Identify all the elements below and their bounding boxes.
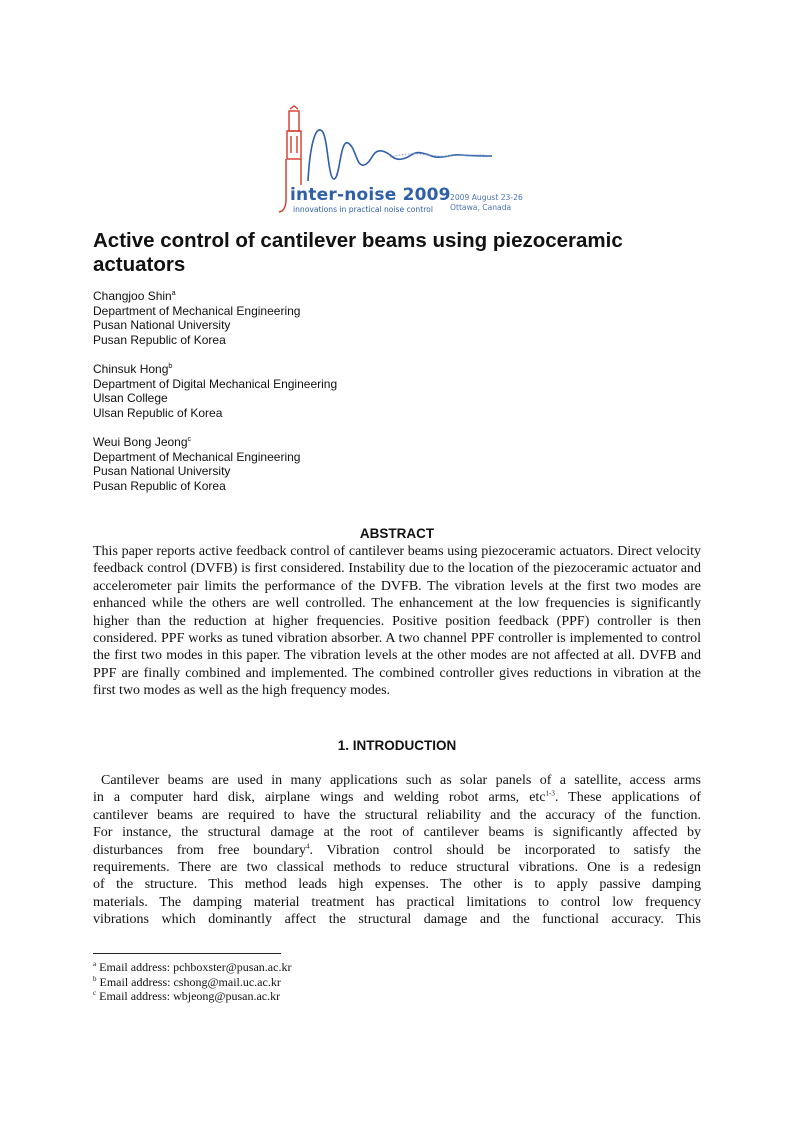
footnote-c: $^c$ Email address: wbjeong@pusan.ac.kr (93, 989, 281, 1003)
intro-line: materials. The damping material treatment has practical limitations to control low frequency (93, 894, 701, 910)
conference-date-place (450, 193, 523, 213)
author-mark: c (187, 436, 192, 443)
author-block-3 (93, 435, 493, 493)
paper-title: Active control of cantilever beams using piezoceramic actuators (93, 229, 623, 276)
abstract-text: This paper reports active feedback control of cantilever beams using piezoceramic actuators. Direct velocity feedback control (DVFB) is first considered. Instability due to the location of the piezoceramic actuator and accelerometer pair limits the performance of the DVFB. The vibration levels at the first two modes are enhanced while the others are well controlled. The enhancement at the low frequencies is significantly higher than the reduction at higher frequencies. Positive position feedback (PPF) controller is then considered. PPF works as tuned vibration absorber. A two channel PPF controller is implemented to control the first two modes in this paper. The vibration levels at the other modes are not affected at all. DVFB and PPF are finally combined and implemented. The combined controller gives reductions in vibration at the first two modes as well as the high frequency modes. (93, 544, 701, 699)
footnote-divider (93, 953, 281, 954)
author-mark: a (171, 290, 176, 297)
author-name: Weui Bong Jeong (93, 435, 188, 449)
author-affiliation: Pusan Republic of Korea (93, 332, 226, 347)
intro-line: vibrations which dominantly affect the structural damage and the functional accuracy. This (93, 912, 701, 928)
author-name: Chinsuk Hong (93, 362, 169, 376)
abstract-heading: ABSTRACT (359, 526, 435, 541)
introduction-text (93, 772, 701, 929)
footnote-a: $^a$ Email address: pchboxster@pusan.ac.kr (93, 960, 292, 974)
author-affiliation: Pusan National University (93, 464, 231, 479)
introduction-heading: 1. INTRODUCTION (337, 738, 457, 753)
author-affiliation: Department of Mechanical Engineering (93, 303, 301, 318)
author-name-line (93, 289, 493, 304)
author-affiliation: Pusan National University (93, 318, 231, 333)
intro-line: in a computer hard disk, airplane wings and welding robot arms, etc$^{1-3}$. These applications of (93, 789, 701, 806)
intro-line: of the structure. This method leads high expenses. The other is to apply passive damping (93, 877, 701, 893)
citation-mark: 4 (306, 841, 310, 850)
conference-logo (270, 103, 530, 215)
author-mark: b (168, 363, 173, 370)
intro-line: For instance, the structural damage at the root of cantilever beams is significantly affected by (93, 825, 701, 841)
footnote-mark: c (93, 989, 97, 997)
conference-tagline: innovations in practical noise control (293, 205, 433, 214)
author-affiliation: Department of Mechanical Engineering (93, 449, 301, 464)
intro-line: Cantilever beams are used in many applications such as solar panels of a satellite, access arms (101, 773, 701, 788)
author-block-2 (93, 362, 493, 420)
author-block-1 (93, 289, 493, 347)
author-affiliation: Ulsan College (93, 391, 168, 406)
footnote-b: $^b$ Email address: cshong@mail.uc.ac.kr (93, 974, 281, 989)
author-affiliation: Pusan Republic of Korea (93, 478, 226, 493)
footnote-mark: a (93, 960, 97, 968)
footnote-mark: b (93, 974, 97, 983)
author-affiliation: Department of Digital Mechanical Engineering (93, 376, 338, 391)
conference-date: 2009 August 23-26 (450, 193, 523, 202)
intro-line: cantilever beams are required to have the structural reliability and the accuracy of the function. (93, 807, 701, 823)
citation-mark: 1-3 (545, 789, 555, 798)
author-name-line (93, 435, 493, 450)
author-affiliation: Ulsan Republic of Korea (93, 405, 223, 420)
intro-line: requirements. There are two classical methods to reduce structural vibrations. One is a redesign (93, 860, 701, 876)
author-name-line (93, 362, 493, 377)
conference-place: Ottawa, Canada (450, 203, 512, 212)
conference-name: inter-noise 2009 (290, 185, 451, 205)
intro-line: disturbances from free boundary$^4$. Vibration control should be incorporated to satisfy the (93, 841, 702, 858)
author-name: Changjoo Shin (93, 289, 172, 303)
footnotes (93, 960, 493, 1004)
